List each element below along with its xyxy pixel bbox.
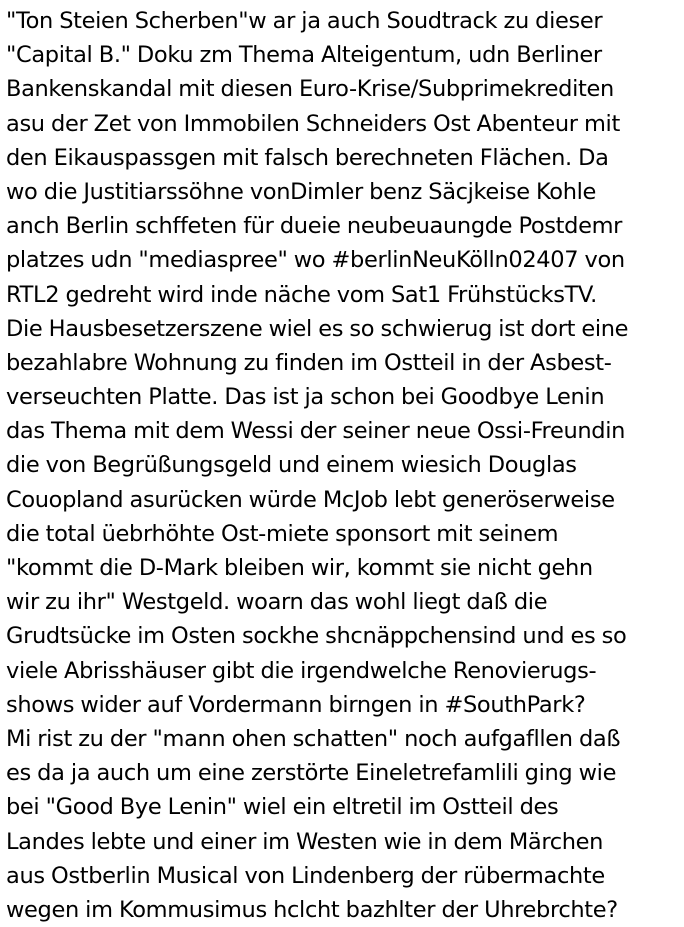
text-line: es da ja auch um eine zerstörte Eineletrefamlili ging wie [6, 760, 617, 787]
text-line: Landes lebte und einer im Westen wie in dem Märchen [6, 828, 604, 855]
text-line: platzes udn "mediaspree" wo #berlinNeuKölln02407 von [6, 247, 625, 274]
text-line: Couopland asurücken würde McJob lebt generöserweise [6, 486, 615, 513]
text-line: viele Abrisshäuser gibt die irgendwelche Renovierugs- [6, 657, 597, 684]
text-line: Die Hausbesetzerszene wiel es so schwierug ist dort eine [6, 315, 629, 342]
document-body [6, 4, 682, 927]
text-line: verseuchten Platte. Das ist ja schon bei Goodbye Lenin [6, 384, 605, 411]
text-line: Grudtsücke im Osten sockhe shcnäppchensind und es so [6, 623, 627, 650]
text-line: bezahlabre Wohnung zu finden im Ostteil in der Asbest- [6, 349, 612, 376]
text-line: shows wider auf Vordermann birngen in #SouthPark? [6, 691, 586, 718]
text-line: anch Berlin schffeten für dueie neubeuaungde Postdemr [6, 213, 623, 240]
text-line: "Ton Steien Scherben"w ar ja auch Soudtrack zu dieser [6, 8, 603, 34]
text-line: "kommt die D-Mark bleiben wir, kommt sie nicht gehn [6, 555, 593, 581]
text-line: bei "Good Bye Lenin" wiel ein eltretil im Ostteil des [6, 794, 559, 821]
text-line: asu der Zet von Immobilen Schneiders Ost Abenteur mit [6, 110, 620, 137]
text-line: RTL2 gedreht wird inde näche vom Sat1 FrühstücksTV. [6, 281, 597, 308]
text-line: das Thema mit dem Wessi der seiner neue Ossi-Freundin [6, 418, 626, 445]
text-line: Bankenskandal mit diesen Euro-Krise/Subprimekrediten [6, 76, 614, 103]
text-line: wo die Justitiarssöhne vonDimler benz Säcjkeise Kohle [6, 178, 596, 205]
text-line: aus Ostberlin Musical von Lindenberg der rübermachte [6, 862, 605, 889]
text-line: Mi rist zu der "mann ohen schatten" noch aufgafllen daß [6, 725, 621, 752]
text-line: wegen im Kommusimus hclcht bazhlter der Uhrebrchte? [6, 896, 618, 923]
text-line: die total üebrhöhte Ost-miete sponsort mit seinem [6, 520, 559, 547]
text-line: den Eikauspassgen mit falsch berechneten Flächen. Da [6, 144, 609, 171]
text-line: "Capital B." Doku zm Thema Alteigentum, udn Berliner [6, 42, 602, 69]
text-line: die von Begrüßungsgeld und einem wiesich Douglas [6, 452, 577, 479]
text-line: wir zu ihr" Westgeld. woarn das wohl liegt daß die [6, 589, 548, 616]
